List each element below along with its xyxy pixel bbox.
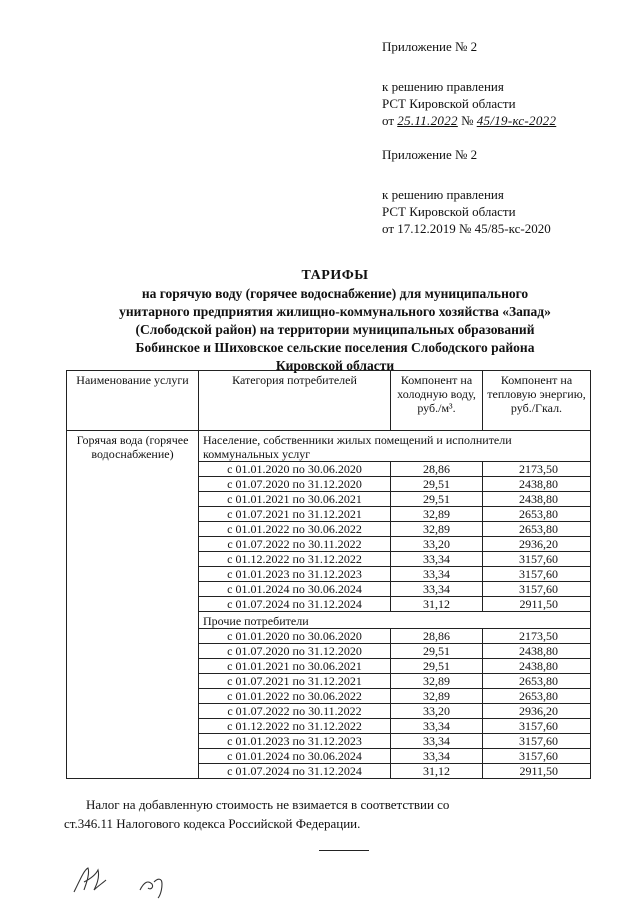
- heat-value-cell: 2653,80: [483, 522, 591, 537]
- consumer-group-cell: Население, собственники жилых помещений и исполнители коммунальных услуг: [199, 431, 591, 462]
- heat-value-cell: 2936,20: [483, 537, 591, 552]
- header-category: Категория потребителей: [199, 371, 391, 431]
- appendix-decision-line: к решению правления: [382, 79, 504, 94]
- title-line-5: Кировской области: [275, 358, 395, 373]
- title-line-1: на горячую воду (горячее водоснабжение) для муниципального: [141, 286, 529, 301]
- cold-value-cell: 29,51: [391, 492, 483, 507]
- period-cell: с 01.01.2024 по 30.06.2024: [199, 749, 391, 764]
- cold-value-cell: 33,34: [391, 719, 483, 734]
- period-cell: с 01.07.2024 по 31.12.2024: [199, 764, 391, 779]
- period-cell: с 01.07.2020 по 31.12.2020: [199, 477, 391, 492]
- appendix-from-prefix: от: [382, 113, 395, 128]
- cold-value-cell: 29,51: [391, 644, 483, 659]
- appendix-date-line: [382, 112, 556, 129]
- heat-value-cell: 2653,80: [483, 674, 591, 689]
- number-sign: №: [461, 113, 474, 128]
- cold-value-cell: 33,34: [391, 552, 483, 567]
- cold-value-cell: 33,34: [391, 734, 483, 749]
- heat-value-cell: 2438,80: [483, 644, 591, 659]
- table-header-row: [67, 371, 591, 431]
- period-cell: с 01.01.2024 по 30.06.2024: [199, 582, 391, 597]
- cold-value-cell: 32,89: [391, 674, 483, 689]
- heat-value-cell: 2173,50: [483, 462, 591, 477]
- appendix-block-old: [382, 146, 551, 237]
- cold-value-cell: 33,20: [391, 704, 483, 719]
- heat-value-cell: 3157,60: [483, 567, 591, 582]
- vat-note-line-2-text: ст.346.11 Налогового кодекса Российской Федерации.: [64, 816, 361, 831]
- header-service: Наименование услуги: [67, 371, 199, 431]
- heat-value-cell: 3157,60: [483, 719, 591, 734]
- table-body: [67, 431, 591, 779]
- title-main: ТАРИФЫ: [301, 268, 369, 283]
- header-cold-component: Компонент на холодную воду, руб./м³.: [391, 371, 483, 431]
- period-cell: с 01.01.2020 по 30.06.2020: [199, 462, 391, 477]
- period-cell: с 01.07.2020 по 31.12.2020: [199, 644, 391, 659]
- cold-value-cell: 28,86: [391, 462, 483, 477]
- heat-value-cell: 3157,60: [483, 749, 591, 764]
- period-cell: с 01.01.2023 по 31.12.2023: [199, 567, 391, 582]
- period-cell: с 01.01.2021 по 30.06.2021: [199, 659, 391, 674]
- period-cell: с 01.07.2022 по 30.11.2022: [199, 704, 391, 719]
- period-cell: с 01.01.2023 по 31.12.2023: [199, 734, 391, 749]
- period-cell: с 01.12.2022 по 31.12.2022: [199, 552, 391, 567]
- cold-value-cell: 29,51: [391, 477, 483, 492]
- appendix-block-new: [382, 38, 556, 129]
- cold-value-cell: 32,89: [391, 689, 483, 704]
- heat-value-cell: 2173,50: [483, 629, 591, 644]
- appendix-title: Приложение № 2: [382, 39, 478, 54]
- tariff-table: [66, 370, 591, 779]
- cold-value-cell: 33,34: [391, 582, 483, 597]
- vat-note-line-2: [64, 816, 382, 832]
- cold-value-cell: 32,89: [391, 522, 483, 537]
- document-title: [60, 267, 610, 375]
- handwritten-number: 45/19-кс-2022: [476, 113, 557, 128]
- heat-value-cell: 3157,60: [483, 582, 591, 597]
- cold-value-cell: 33,34: [391, 567, 483, 582]
- vat-note-line-1: Налог на добавленную стоимость не взимается в соответствии со: [86, 797, 450, 812]
- heat-value-cell: 3157,60: [483, 552, 591, 567]
- cold-value-cell: 32,89: [391, 507, 483, 522]
- title-line-3: (Слободской район) на территории муниципальных образований: [135, 322, 535, 337]
- heat-value-cell: 3157,60: [483, 734, 591, 749]
- period-cell: с 01.07.2021 по 31.12.2021: [199, 674, 391, 689]
- cold-value-cell: 33,34: [391, 749, 483, 764]
- heat-value-cell: 2438,80: [483, 492, 591, 507]
- period-cell: с 01.01.2022 по 30.06.2022: [199, 689, 391, 704]
- period-cell: с 01.01.2020 по 30.06.2020: [199, 629, 391, 644]
- group-row: [67, 431, 591, 462]
- consumer-group-cell: Прочие потребители: [199, 612, 591, 629]
- cold-value-cell: 33,20: [391, 537, 483, 552]
- period-cell: с 01.01.2021 по 30.06.2021: [199, 492, 391, 507]
- signature-scribble: [70, 860, 210, 900]
- heat-value-cell: 2911,50: [483, 764, 591, 779]
- period-cell: с 01.07.2022 по 30.11.2022: [199, 537, 391, 552]
- handwritten-date: 25.11.2022: [397, 113, 458, 128]
- cold-value-cell: 28,86: [391, 629, 483, 644]
- heat-value-cell: 2653,80: [483, 689, 591, 704]
- title-line-4: Бобинское и Шиховское сельские поселения Слободского района: [135, 340, 535, 355]
- appendix-old-decision-line: к решению правления: [382, 187, 504, 202]
- service-name-cell: Горячая вода (горячее водоснабжение): [67, 431, 199, 779]
- heat-value-cell: 2936,20: [483, 704, 591, 719]
- appendix-old-title: Приложение № 2: [382, 147, 478, 162]
- title-line-2: унитарного предприятия жилищно-коммунального хозяйства «Запад»: [119, 304, 551, 319]
- end-divider: [319, 850, 369, 851]
- appendix-org-line: РСТ Кировской области: [382, 96, 516, 111]
- period-cell: с 01.07.2024 по 31.12.2024: [199, 597, 391, 612]
- appendix-old-date-line: от 17.12.2019 № 45/85-кс-2020: [382, 221, 551, 236]
- cold-value-cell: 31,12: [391, 597, 483, 612]
- cold-value-cell: 31,12: [391, 764, 483, 779]
- period-cell: с 01.01.2022 по 30.06.2022: [199, 522, 391, 537]
- period-cell: с 01.07.2021 по 31.12.2021: [199, 507, 391, 522]
- heat-value-cell: 2438,80: [483, 477, 591, 492]
- period-cell: с 01.12.2022 по 31.12.2022: [199, 719, 391, 734]
- header-heat-component: Компонент на тепловую энергию, руб./Гкал.: [483, 371, 591, 431]
- heat-value-cell: 2911,50: [483, 597, 591, 612]
- heat-value-cell: 2438,80: [483, 659, 591, 674]
- cold-value-cell: 29,51: [391, 659, 483, 674]
- appendix-old-org-line: РСТ Кировской области: [382, 204, 516, 219]
- heat-value-cell: 2653,80: [483, 507, 591, 522]
